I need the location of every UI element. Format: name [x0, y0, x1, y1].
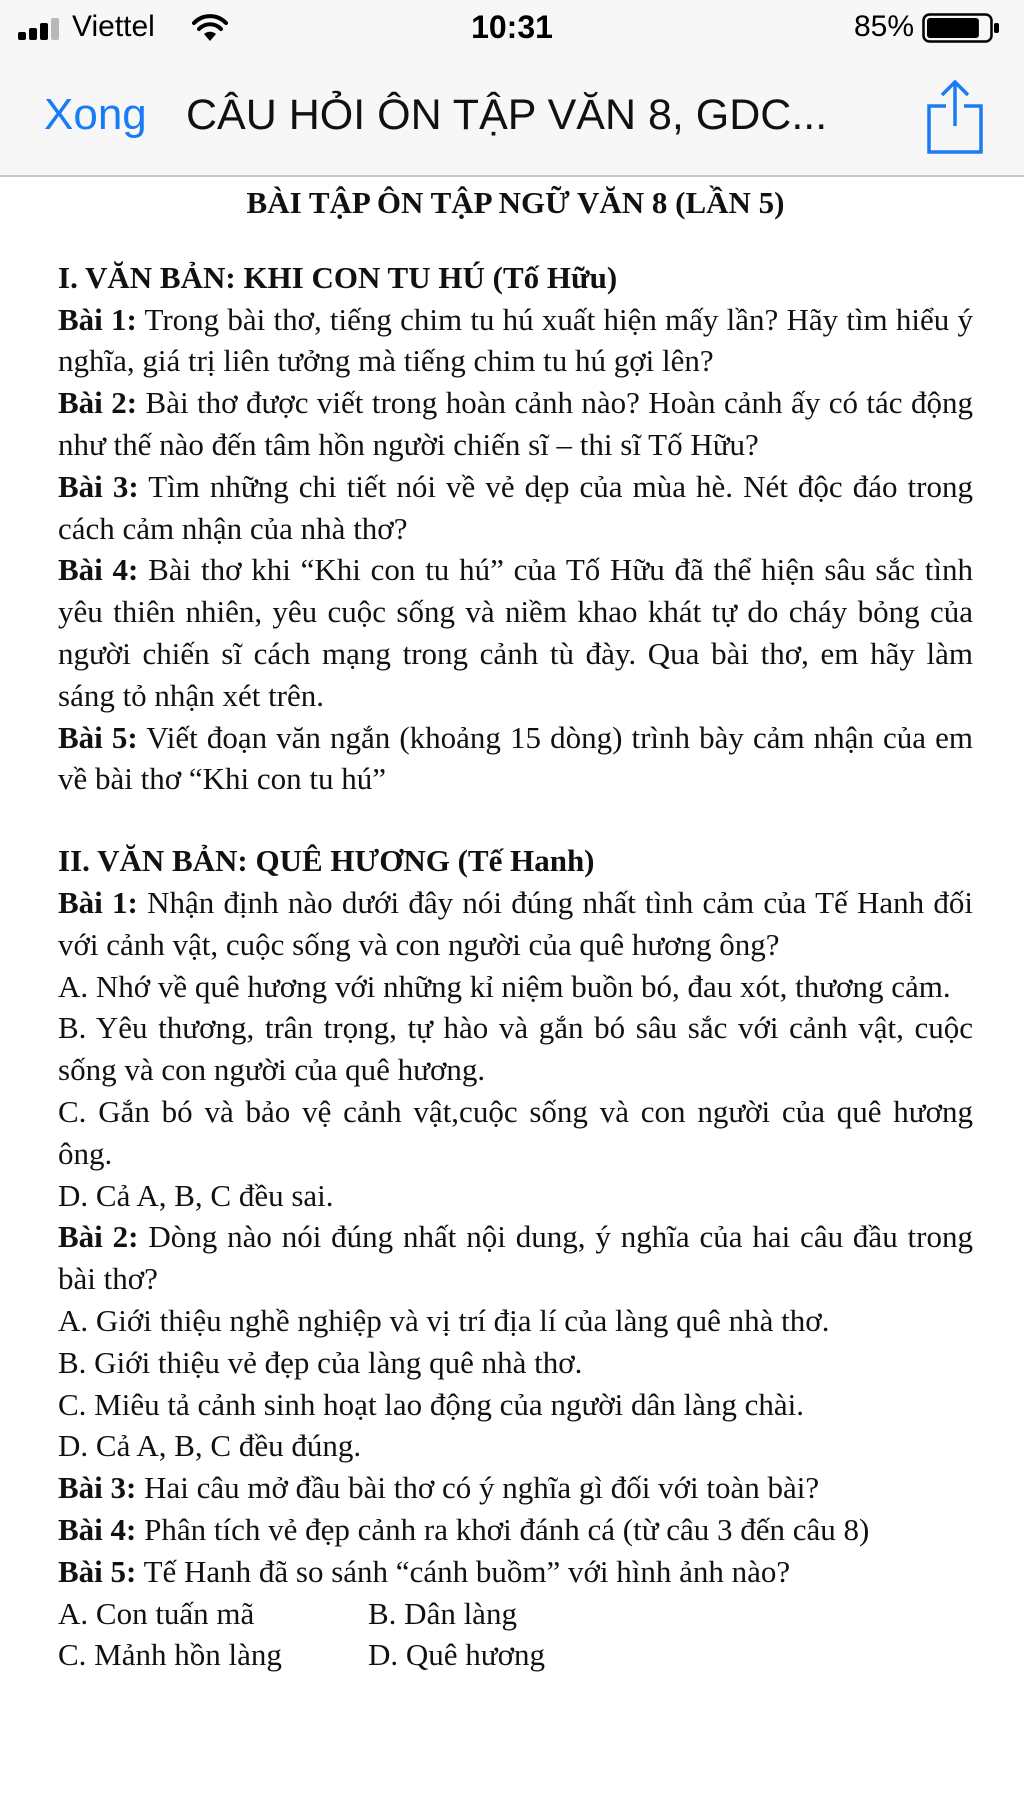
document-title: CÂU HỎI ÔN TẬP VĂN 8, GDC... [186, 91, 828, 139]
question [58, 1509, 973, 1551]
navigation-bar [0, 54, 1024, 177]
section-heading-2: II. VĂN BẢN: QUÊ HƯƠNG (Tế Hanh) [58, 843, 595, 879]
answer-option: A. Nhớ về quê hương với những kỉ niệm buồn bó, đau xót, thương cảm. [58, 968, 951, 1004]
question-label: Bài 4: [58, 1511, 137, 1547]
question-text: Nhận định nào dưới đây nói đúng nhất tình cảm của Tế Hanh đối với cảnh vật, cuộc sống và con người của quê hương ông? [58, 884, 973, 962]
question-text: Hai câu mở đầu bài thơ có ý nghĩa gì đối với toàn bài? [136, 1470, 820, 1506]
question-label: Bài 4: [58, 552, 139, 588]
answer-option: B. Giới thiệu vẻ đẹp của làng quê nhà thơ. [58, 1344, 583, 1380]
question [58, 882, 973, 966]
question [58, 1216, 973, 1300]
question-text: Viết đoạn văn ngắn (khoảng 15 dòng) trình bày cảm nhận của em về bài thơ “Khi con tu hú” [58, 719, 973, 797]
document-body [58, 178, 973, 1676]
answer-option: C. Miêu tả cảnh sinh hoạt lao động của người dân làng chài. [58, 1386, 805, 1422]
answer-option: B. Yêu thương, trân trọng, tự hào và gắn bó sâu sắc với cảnh vật, cuộc sống và con người của quê hương. [58, 1010, 973, 1088]
question [58, 717, 973, 801]
clock: 10:31 [471, 9, 553, 45]
battery-icon [922, 13, 1002, 43]
question-text: Bài thơ khi “Khi con tu hú” của Tố Hữu đã thể hiện sâu sắc tình yêu thiên nhiên, yêu cuộc sống và niềm khao khát tự do cháy bỏng của người chiến sĩ cách mạng trong cảnh tù đày. Qua bài thơ, em hãy làm sáng tỏ nhận xét trên. [58, 552, 973, 713]
answer-option: D. Cả A, B, C đều đúng. [58, 1428, 362, 1464]
question-label: Bài 5: [58, 719, 138, 755]
question-label: Bài 2: [58, 385, 138, 421]
question-label: Bài 1: [58, 884, 138, 920]
share-icon[interactable] [926, 76, 984, 156]
question-text: Tìm những chi tiết nói về vẻ dẹp của mùa hè. Nét độc đáo trong cách cảm nhận của nhà thơ? [58, 468, 973, 546]
question [58, 466, 973, 550]
answer-options-row [58, 1593, 973, 1635]
answer-option: B. Dân làng [368, 1595, 517, 1631]
question-label: Bài 3: [58, 468, 139, 504]
question-label: Bài 3: [58, 1470, 137, 1506]
page-title: BÀI TẬP ÔN TẬP NGỮ VĂN 8 (LẦN 5) [246, 185, 785, 220]
status-bar [0, 0, 1024, 54]
answer-option: A. Giới thiệu nghề nghiệp và vị trí địa lí của làng quê nhà thơ. [58, 1302, 830, 1338]
question [58, 382, 973, 466]
carrier-name: Viettel [72, 10, 155, 43]
answer-option: D. Quê hương [368, 1637, 545, 1673]
answer-option: C. Mảnh hồn làng [58, 1637, 282, 1673]
question [58, 1551, 973, 1593]
question-text: Phân tích vẻ đẹp cảnh ra khơi đánh cá (từ câu 3 đến câu 8) [136, 1511, 870, 1547]
answer-option: C. Gắn bó và bảo vệ cảnh vật,cuộc sống và con người của quê hương ông. [58, 1093, 973, 1171]
question-text: Tế Hanh đã so sánh “cánh buồm” với hình ảnh nào? [136, 1553, 791, 1589]
question [58, 549, 973, 716]
battery-percent: 85% [853, 10, 914, 43]
answer-option: D. Cả A, B, C đều sai. [58, 1177, 334, 1213]
question-label: Bài 5: [58, 1553, 137, 1589]
battery-fill [927, 18, 979, 38]
section-heading-1: I. VĂN BẢN: KHI CON TU HÚ (Tố Hữu) [58, 259, 618, 295]
question-text: Dòng nào nói đúng nhất nội dung, ý nghĩa của hai câu đầu trong bài thơ? [58, 1219, 973, 1297]
answer-option: A. Con tuấn mã [58, 1595, 255, 1631]
question [58, 1467, 973, 1509]
question-text: Bài thơ được viết trong hoàn cảnh nào? Hoàn cảnh ấy có tác động như thế nào đến tâm hồn người chiến sĩ – thi sĩ Tố Hữu? [58, 385, 973, 462]
answer-options-row [58, 1634, 973, 1676]
question-label: Bài 1: [58, 301, 137, 337]
question-text: Trong bài thơ, tiếng chim tu hú xuất hiện mấy lần? Hãy tìm hiểu ý nghĩa, giá trị liên tưởng mà tiếng chim tu hú gợi lên? [58, 301, 973, 379]
done-button[interactable]: Xong [44, 90, 147, 139]
question-label: Bài 2: [58, 1219, 139, 1255]
question [58, 299, 973, 383]
